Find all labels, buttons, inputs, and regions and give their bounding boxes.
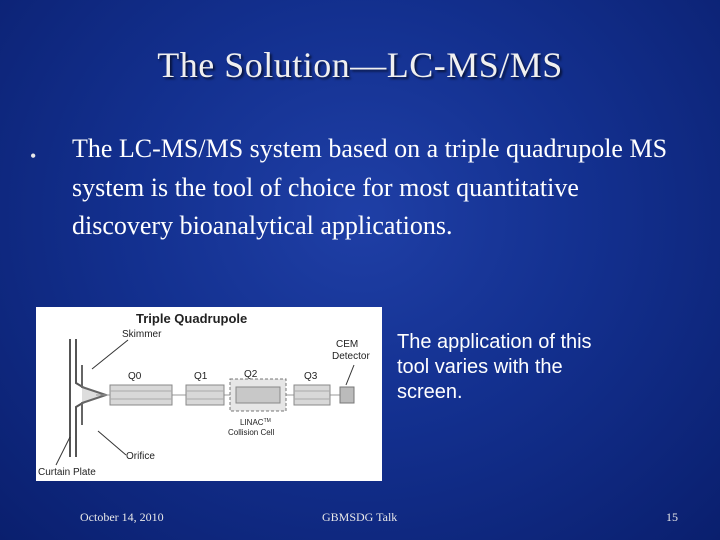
- q0-label: Q0: [128, 371, 142, 382]
- slide-title: The Solution—LC-MS/MS: [157, 45, 563, 85]
- footer-talk-title: GBMSDG Talk: [322, 510, 398, 524]
- q2-label: Q2: [244, 369, 258, 380]
- skimmer-label: Skimmer: [122, 329, 162, 340]
- footer-date: October 14, 2010: [80, 510, 164, 524]
- orifice-label: Orifice: [126, 451, 155, 462]
- q3-rods: [294, 385, 330, 405]
- bullet-marker: •: [30, 146, 37, 166]
- q0-rods: [110, 385, 172, 405]
- curtain-plate-label: Curtain Plate: [38, 467, 96, 478]
- bullet-text: The LC-MS/MS system based on a triple quadrupole MS system is the tool of choice for most quantitative discovery bioanalytical applications.: [72, 134, 668, 240]
- collision-cell-label: Collision Cell: [228, 428, 275, 437]
- cem-label: CEM: [336, 339, 359, 350]
- q3-label: Q3: [304, 371, 318, 382]
- diagram-svg: [36, 307, 382, 481]
- linac-label: LINAC™: [240, 418, 271, 427]
- detector-label: Detector: [332, 351, 370, 362]
- diagram-heading: Triple Quadrupole: [136, 311, 248, 326]
- figure-caption: The application of this tool varies with the screen.: [397, 331, 592, 403]
- footer-page-number: 15: [666, 510, 678, 524]
- q1-rods: [186, 385, 224, 405]
- q1-label: Q1: [194, 371, 208, 382]
- detector-shape: [340, 387, 354, 403]
- triple-quadrupole-diagram: [36, 307, 382, 481]
